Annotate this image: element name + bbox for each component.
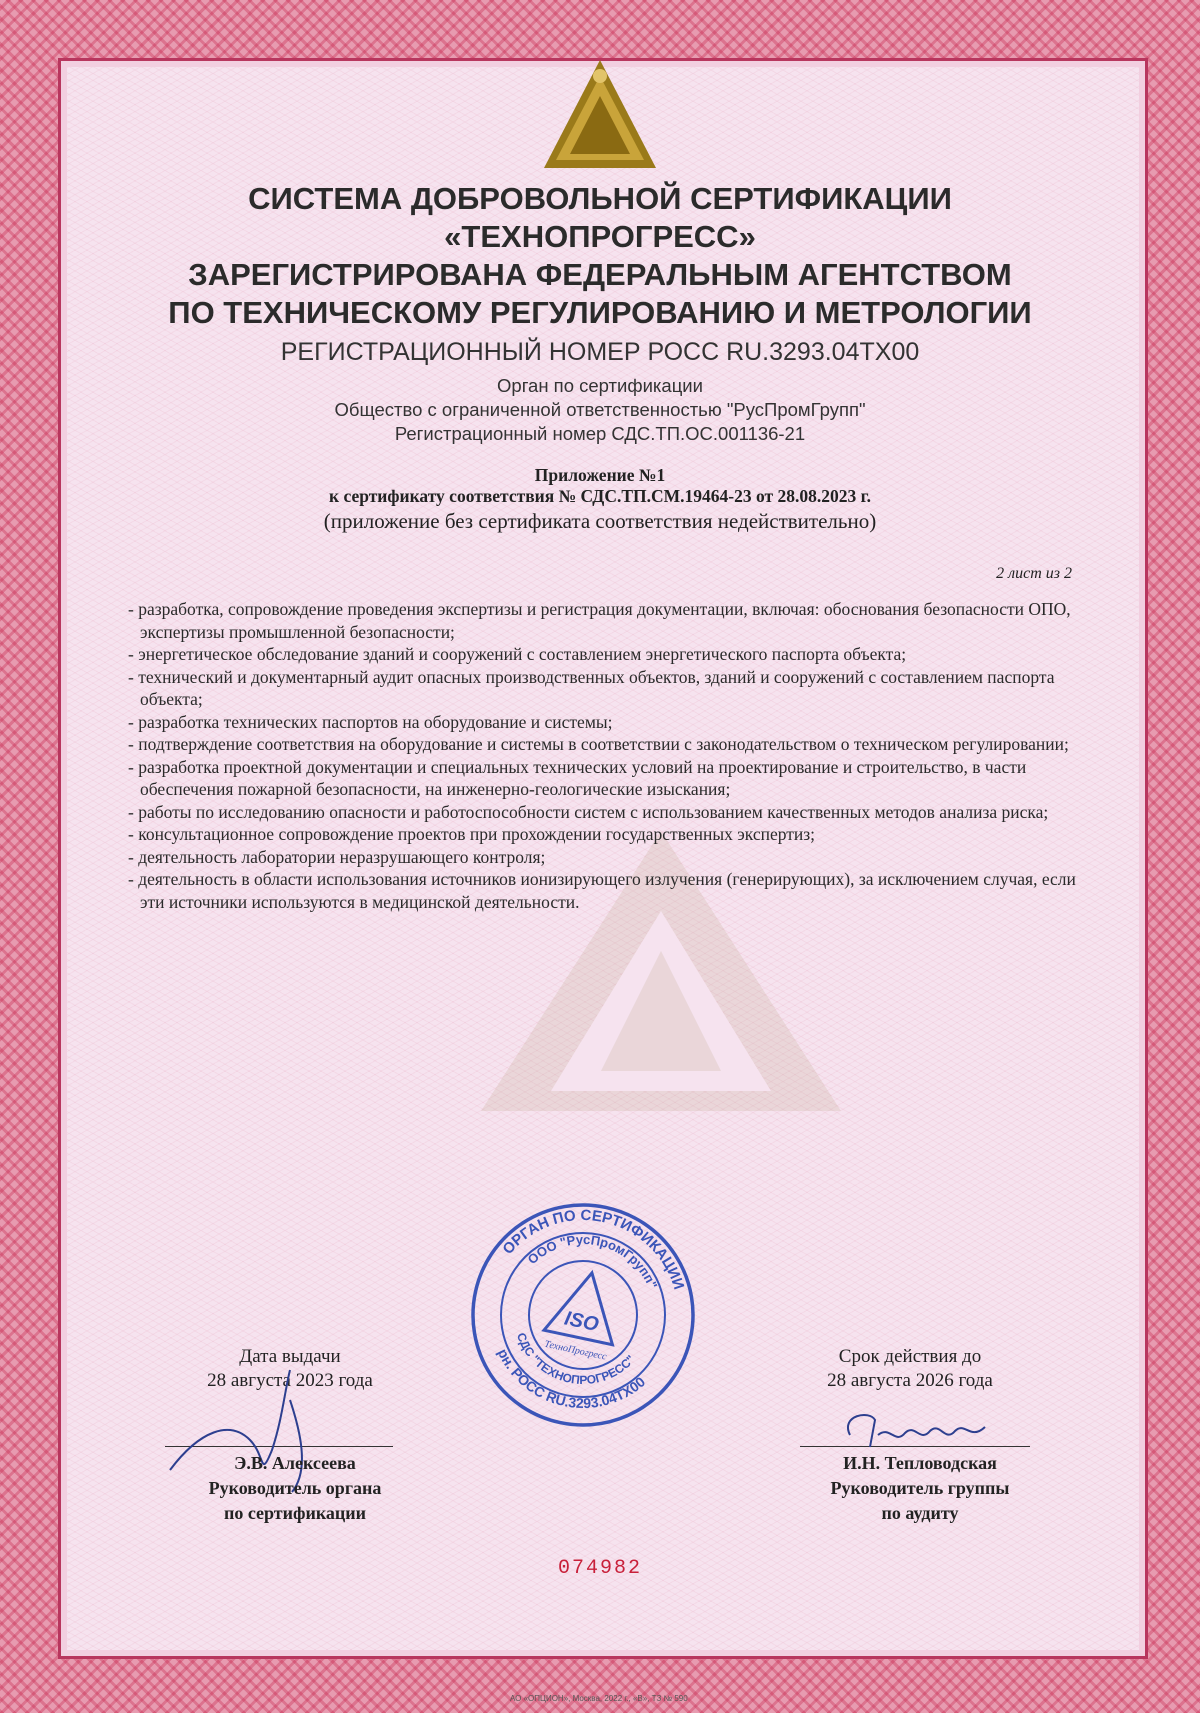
activities-list: [128, 598, 1078, 913]
list-item: - консультационное сопровождение проектов при прохождении государственных экспертиз;: [128, 824, 816, 844]
gold-seal-icon: [540, 56, 660, 176]
list-item: - работы по исследованию опасности и работоспособности систем с использованием качественных методов анализа риска;: [128, 801, 1049, 822]
agency-line-1: ЗАРЕГИСТРИРОВАНА ФЕДЕРАЛЬНЫМ АГЕНТСТВОМ: [188, 257, 1012, 292]
list-item: - деятельность лаборатории неразрушающего контроля;: [128, 846, 546, 867]
organ-reg-number: Регистрационный номер СДС.ТП.ОС.001136-21: [394, 423, 806, 444]
list-item: - энергетическое обследование зданий и сооружений с составлением энергетического паспорта объекта;: [128, 644, 907, 664]
annex-title: Приложение №1: [534, 465, 666, 485]
stamp-inner-bottom: СДС "ТЕХНОПРОГРЕСС": [513, 1330, 638, 1388]
organ-name: Общество с ограниченной ответственностью "РусПромГрупп": [334, 399, 866, 420]
sheet-number: 2 лист из 2: [996, 565, 1072, 582]
auditor-block: [790, 1451, 1050, 1526]
annex-block: [0, 465, 1200, 535]
organ-block: [0, 374, 1200, 446]
issue-date-label: Дата выдачи: [239, 1346, 341, 1367]
auditor-name: И.Н. Тепловодская: [843, 1453, 997, 1473]
stamp-outer-top: ОРГАН ПО СЕРТИФИКАЦИИ: [499, 1206, 688, 1292]
validity-date: 28 августа 2026 года: [827, 1370, 993, 1391]
issuer-role-1: Руководитель органа: [208, 1478, 382, 1498]
validity-block: [780, 1345, 1040, 1393]
auditor-role-1: Руководитель группы: [830, 1478, 1010, 1498]
list-item: - разработка, сопровождение проведения экспертизы и регистрация документации, включая: обоснования безопасности ОПО, экспертизы промышленной безопасности;: [128, 599, 1071, 642]
validity-label: Срок действия до: [838, 1346, 982, 1367]
annex-certificate-ref: к сертификату соответствия № СДС.ТП.СМ.19464-23 от 28.08.2023 г.: [329, 486, 871, 506]
signature-teplovodskaya: [830, 1405, 1000, 1455]
annex-note: (приложение без сертификата соответствия недействительно): [323, 509, 877, 533]
issuer-block: [165, 1451, 425, 1526]
issue-date: 28 августа 2023 года: [207, 1370, 373, 1391]
list-item: - подтверждение соответствия на оборудование и системы в соответствии с законодательством о техническом регулировании;: [128, 734, 1069, 754]
stamp-brand-text: ТехноПрогресс: [543, 1338, 608, 1363]
serial-number: 074982: [557, 1557, 642, 1580]
certificate-header: [0, 180, 1200, 368]
issuer-name: Э.В. Алексеева: [234, 1453, 356, 1473]
system-reg-number: РЕГИСТРАЦИОННЫЙ НОМЕР РОСС RU.3293.04ТХ00: [280, 338, 920, 366]
list-item: - разработка проектной документации и специальных технических условий на проектирование и строительство, в части обеспечения пожарной безопасности, на инженерно-геологические изыскания;: [128, 756, 1027, 799]
stamp-center-text: ISO: [562, 1307, 601, 1337]
organ-title: Орган по сертификации: [497, 375, 703, 396]
system-title: СИСТЕМА ДОБРОВОЛЬНОЙ СЕРТИФИКАЦИИ: [248, 181, 952, 216]
issuer-role-2: по сертификации: [223, 1503, 367, 1523]
printer-imprint: АО «ОПЦИОН», Москва, 2022 г., «В», ТЗ № 590: [510, 1694, 688, 1703]
certification-stamp: [447, 1179, 720, 1452]
list-item: - деятельность в области использования источников ионизирующего излучения (генерирующих), за исключением случая, если эти источники используются в медицинской деятельности.: [128, 869, 1076, 912]
list-item: - разработка технических паспортов на оборудование и системы;: [128, 711, 613, 732]
system-name: «ТЕХНОПРОГРЕСС»: [444, 219, 756, 254]
agency-line-2: ПО ТЕХНИЧЕСКОМУ РЕГУЛИРОВАНИЮ И МЕТРОЛОГИИ: [168, 295, 1032, 330]
stamp-inner-top: ООО "РусПромГрупп": [524, 1231, 661, 1291]
stamp-outer-bottom: рн. РОСС RU.3293.04ТХ00: [494, 1346, 649, 1412]
auditor-role-2: по аудиту: [881, 1503, 959, 1523]
list-item: - технический и документарный аудит опасных производственных объектов, зданий и сооружений с составлением паспорта объекта;: [128, 666, 1055, 709]
